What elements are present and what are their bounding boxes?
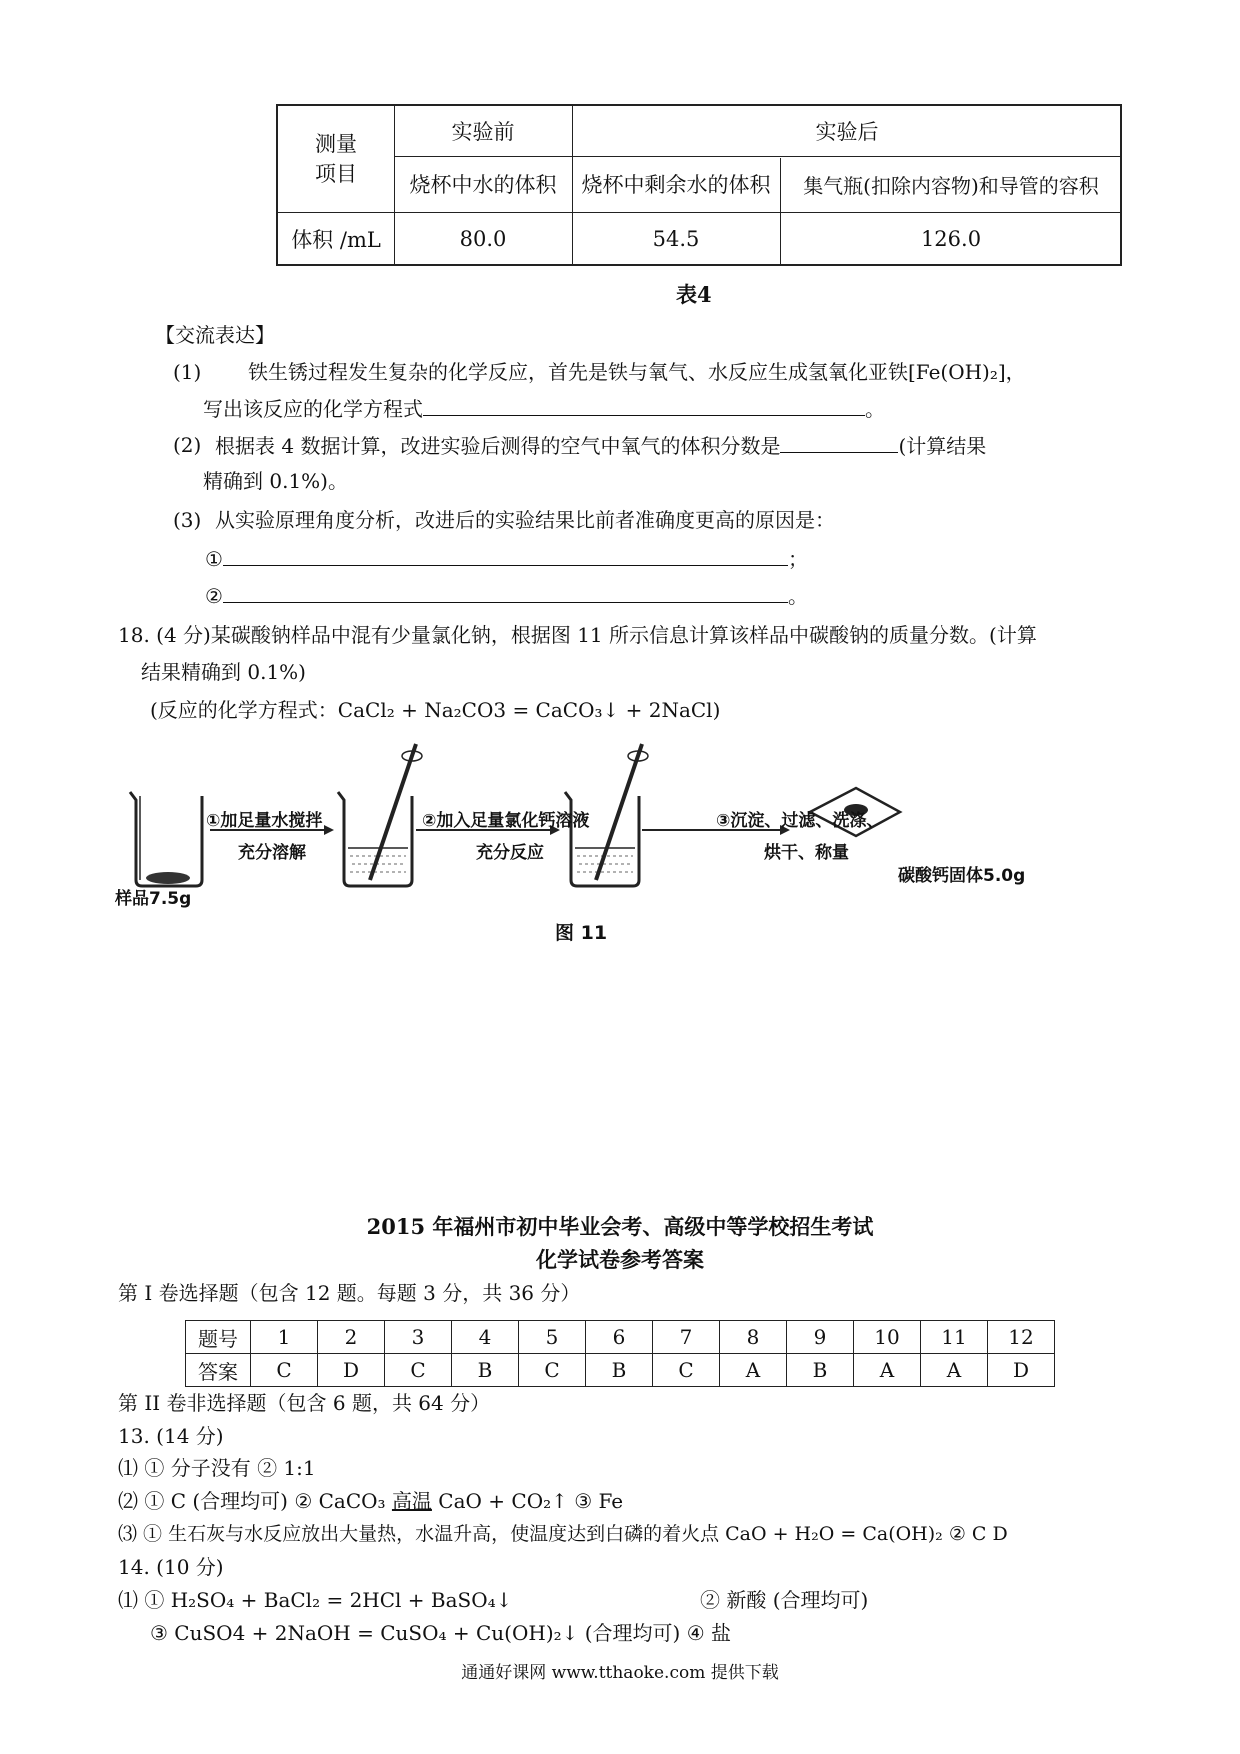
reaction-condition: 高温 [391,1489,432,1513]
table-cell: C [385,1354,452,1387]
table-cell: B [787,1354,854,1387]
q1-number: (1) [173,360,202,384]
table-cell: 6 [586,1321,653,1354]
q3-b-marker: ② [205,584,223,608]
q2-text: 根据表 4 数据计算，改进实验后测得的空气中氧气的体积分数是 [215,434,781,458]
value-1: 80.0 [459,227,507,251]
table-cell: 7 [653,1321,720,1354]
q3-number: (3) [173,508,202,532]
q1-end: 。 [865,397,885,421]
q13-answer-1: ⑴ ① 分子没有 ② 1:1 [118,1456,316,1480]
answer-blank[interactable] [423,395,865,416]
q3-answer-a [205,545,808,572]
q18-line-1: 18. (4 分)某碳酸钠样品中混有少量氯化钠，根据图 11 所示信息计算该样品中碳酸钠的质量分数。(计算 [118,623,1037,647]
table-cell: D [318,1354,385,1387]
step2-label-a: ②加入足量氯化钙溶液 [422,811,590,831]
q2-text-2: 精确到 0.1%)。 [203,469,348,493]
before-header: 实验前 [451,120,515,144]
table-cell: 4 [452,1321,519,1354]
table-cell: 1 [251,1321,318,1354]
q18-equation: (反应的化学方程式：CaCl₂ + Na₂CO3 = CaCO₃↓ + 2NaCl) [150,698,721,722]
table-cell: 11 [921,1321,988,1354]
table-head-answer: 答案 [186,1354,251,1387]
answer-table [185,1320,1055,1387]
table-cell: 8 [720,1321,787,1354]
table-caption: 表4 [676,282,712,307]
col-water-volume: 烧杯中水的体积 [409,173,557,197]
value-2: 54.5 [652,227,700,251]
table-cell: 12 [988,1321,1055,1354]
q3-a-marker: ① [205,547,223,571]
col-container-volume: 集气瓶(扣除内容物)和导管的容积 [803,173,1099,198]
table-row [186,1354,1055,1387]
table-cell: 3 [385,1321,452,1354]
q3-a-end: ； [787,547,808,571]
answer-blank[interactable] [780,432,898,453]
col-remaining-water: 烧杯中剩余水的体积 [581,173,771,197]
table-row [186,1321,1055,1354]
answer-blank[interactable] [223,545,788,566]
table-cell: 10 [854,1321,921,1354]
step2-label-b: 充分反应 [476,843,544,863]
part2-heading: 第 II 卷非选择题（包含 6 题，共 64 分） [118,1391,491,1415]
table-cell: C [519,1354,586,1387]
table-4 [276,104,1122,266]
q1-text: 铁生锈过程发生复杂的化学反应，首先是铁与氧气、水反应生成氢氧化亚铁[Fe(OH)₂]， [248,360,1026,384]
q1-text-2 [203,395,885,422]
q2-tail: (计算结果 [898,434,987,458]
q13-answer-3: ⑶ ① 生石灰与水反应放出大量热，水温升高，使温度达到白磷的着火点 CaO + H₂O = Ca(OH)₂ ② C D [118,1523,1008,1545]
table-cell: B [586,1354,653,1387]
figure-caption: 图 11 [555,922,608,944]
section-heading: 【交流表达】 [155,323,275,347]
beaker-stirring-icon [338,744,422,886]
part1-heading: 第 I 卷选择题（包含 12 题。每题 3 分，共 36 分） [118,1281,581,1305]
q14-answer-1a: ⑴ ① H₂SO₄ + BaCl₂ = 2HCl + BaSO₄↓ [118,1588,513,1612]
table-head-number: 题号 [186,1321,251,1354]
step1-label-b: 充分溶解 [238,843,306,863]
row-header-cell: 测量项目 [315,132,357,186]
q13-answer-2b: CaO + CO₂↑ ③ Fe [438,1489,624,1513]
q3-b-end: 。 [787,584,808,608]
table-cell: 9 [787,1321,854,1354]
q13-answer-2a: ⑵ ① C (合理均可) ② CaCO₃ [118,1489,386,1513]
q13-heading: 13. (14 分) [118,1424,224,1448]
q2-line [215,432,986,459]
after-header: 实验后 [815,120,879,144]
q18-line-2: 结果精确到 0.1%) [141,660,306,684]
value-3: 126.0 [920,227,982,251]
beaker-sample-icon [130,792,202,886]
q14-answer-1b: ② 新酸 (合理均可) [700,1588,869,1612]
q14-answer-2: ③ CuSO4 + 2NaOH = CuSO₄ + Cu(OH)₂↓ (合理均可) ④ 盐 [150,1621,732,1645]
answer-blank[interactable] [223,582,788,603]
q14-heading: 14. (10 分) [118,1555,224,1579]
table-cell: 5 [519,1321,586,1354]
answer-subtitle: 化学试卷参考答案 [536,1247,704,1272]
table-cell: C [251,1354,318,1387]
step3-label-a: ③沉淀、过滤、洗涤、 [716,811,884,831]
q13-answer-2 [118,1488,623,1514]
table-cell: 2 [318,1321,385,1354]
q3-answer-b [205,582,808,609]
q2-number: (2) [173,433,202,457]
table-cell: A [921,1354,988,1387]
step3-label-b: 烘干、称量 [764,843,849,863]
table-cell: A [854,1354,921,1387]
q1-prompt: 写出该反应的化学方程式 [203,397,423,421]
product-label: 碳酸钙固体5.0g [898,866,1026,886]
table-cell: C [653,1354,720,1387]
sample-label: 样品7.5g [115,889,192,909]
table-cell: D [988,1354,1055,1387]
answer-title: 2015 年福州市初中毕业会考、高级中等学校招生考试 [366,1214,874,1239]
q3-text: 从实验原理角度分析，改进后的实验结果比前者准确度更高的原因是： [215,508,835,532]
footer: 通通好课网 www.tthaoke.com 提供下载 [461,1663,779,1683]
volume-label: 体积 /mL [291,228,381,252]
table-cell: A [720,1354,787,1387]
step1-label-a: ①加足量水搅拌 [206,811,323,831]
table-cell: B [452,1354,519,1387]
